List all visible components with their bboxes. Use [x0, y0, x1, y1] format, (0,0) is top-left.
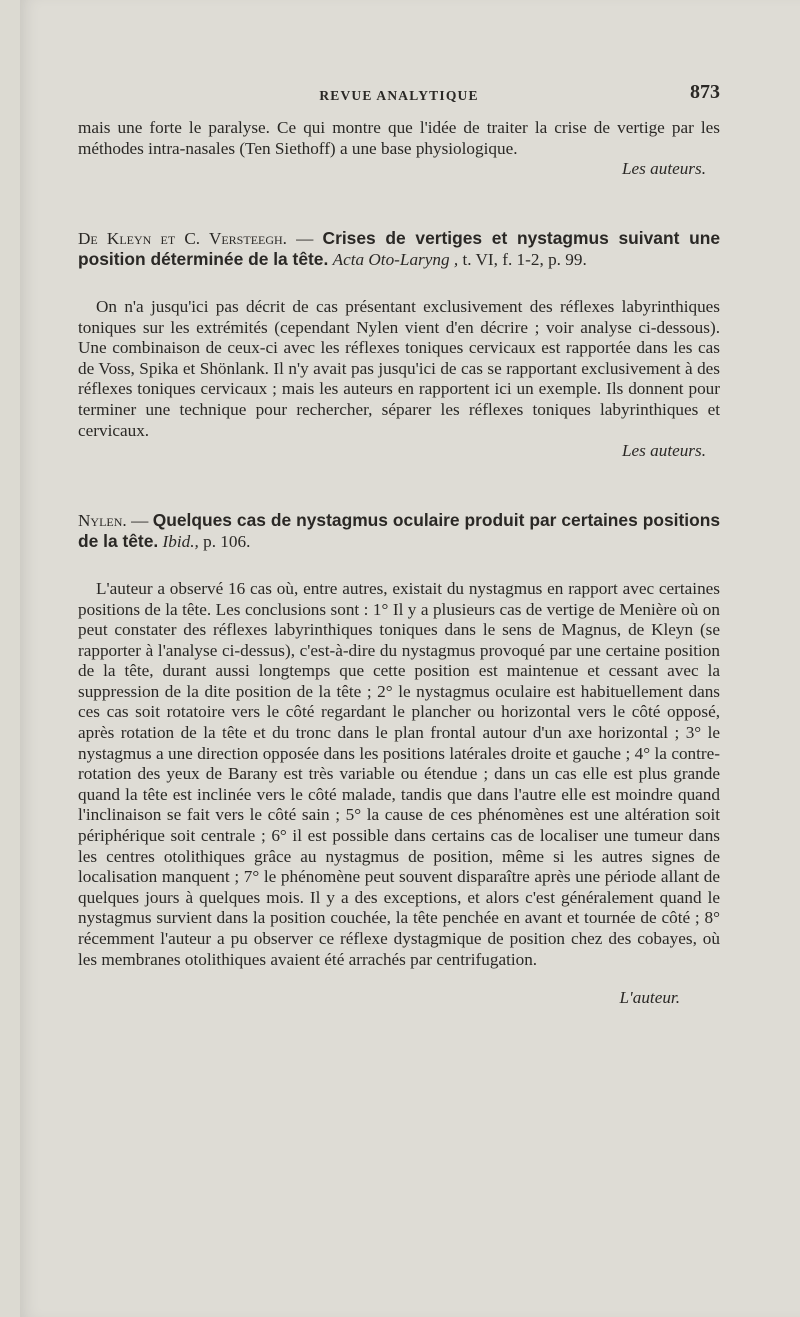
entry-1-signature: Les auteurs.: [621, 441, 706, 461]
entry-1-citation: t. VI, f. 1-2, p. 99.: [462, 250, 587, 270]
entry-1-title: Crises de vertiges et nystagmus suivant une position déterminée de la tête.: [78, 227, 720, 270]
entry-2-heading: [78, 510, 720, 553]
entry-2-signature: L'auteur.: [619, 988, 680, 1008]
journal-page: [20, 0, 800, 1317]
page-header: [78, 82, 720, 108]
entry-1-authors: De Kleyn et C. Versteegh. —: [78, 228, 314, 248]
entry-1-journal: Acta Oto-Laryng ,: [332, 250, 459, 270]
entry-2-citation: p. 106.: [203, 532, 251, 552]
entry-2-title: Quelques cas de nystagmus oculaire produit par certaines positions de la tête.: [78, 509, 721, 552]
entry-1-abstract: On n'a jusqu'ici pas décrit de cas présentant exclusivement des réflexes labyrinthiques toniques sur les extrémités (cependant Nylen vient d'en décrire ; voir analyse ci-dessous). Une combinaison de ceux-ci avec les réflexes toniques cervicaux est rapportée dans les cas de Voss, Spika et Shönlank. Il n'y avait pas jusqu'ici de cas se rapportant exclusivement à des réflexes toniques cervicaux ; mais les auteurs en rapportent ici un exemple. Ils donnent pour terminer une technique pour rechercher, séparer les réflexes toniques labyrinthiques et cervicaux.: [78, 296, 720, 440]
carryover-paragraph: mais une forte le paralyse. Ce qui montre que l'idée de traiter la crise de vertige par les méthodes intra-nasales (Ten Siethoff) a une base physiologique.: [78, 118, 720, 158]
page-number: 873: [690, 81, 720, 103]
running-title: REVUE ANALYTIQUE: [319, 88, 479, 103]
entry-2-journal: Ibid.,: [162, 532, 199, 552]
entry-1-heading: [78, 228, 720, 271]
page-content: [78, 82, 720, 1009]
carryover-signature: Les auteurs.: [621, 159, 706, 179]
entry-2-abstract: L'auteur a observé 16 cas où, entre autres, existait du nystagmus en rapport avec certaines positions de la tête. Les conclusions sont : 1° Il y a plusieurs cas de vertige de Menière où on peut constater des réflexes labyrinthiques toniques dans le sens de Magnus, de Kleyn (se rapporter à l'analyse ci-dessus), c'est-à-dire du nystagmus provoqué par une certaine position de la tête, durant aussi longtemps que cette position est maintenue et cessant avec la suppression de la dite position de la tête ; 2° le nystagmus oculaire est habituellement dans ces cas soit rotatoire vers le côté regardant le plancher ou horizontal vers le côté opposé, après rotation de la tête et du tronc dans le plan frontal autour d'un axe horizontal ; 3° le nystagmus a une direction opposée dans les positions latérales droite et gauche ; 4° la contre-rotation des yeux de Barany est très variable ou étendue ; dans un cas elle est plus grande quand la tête est inclinée vers le côté malade, tandis que dans l'autre elle est moindre quand l'inclinaison se fait vers le côté sain ; 5° la cause de ces phénomènes est une altération soit périphérique soit centrale ; 6° il est possible dans certains cas de localiser une tumeur dans les centres otolithiques grâce au nystagmus de position, même si les autres signes de localisation manquent ; 7° le phénomène peut souvent disparaître après une période allant de quelques jours à quelques mois. Il y a des exceptions, et alors c'est généralement quand le nystagmus survient dans la position couchée, la tête penchée en avant et tournée de côté ; 8° récemment l'auteur a pu observer ce réflexe dystagmique de position chez des cobayes, où les membranes otolithiques avaient été arrachés par centrifugation.: [78, 578, 720, 969]
entry-2-authors: Nylen. —: [78, 510, 149, 530]
